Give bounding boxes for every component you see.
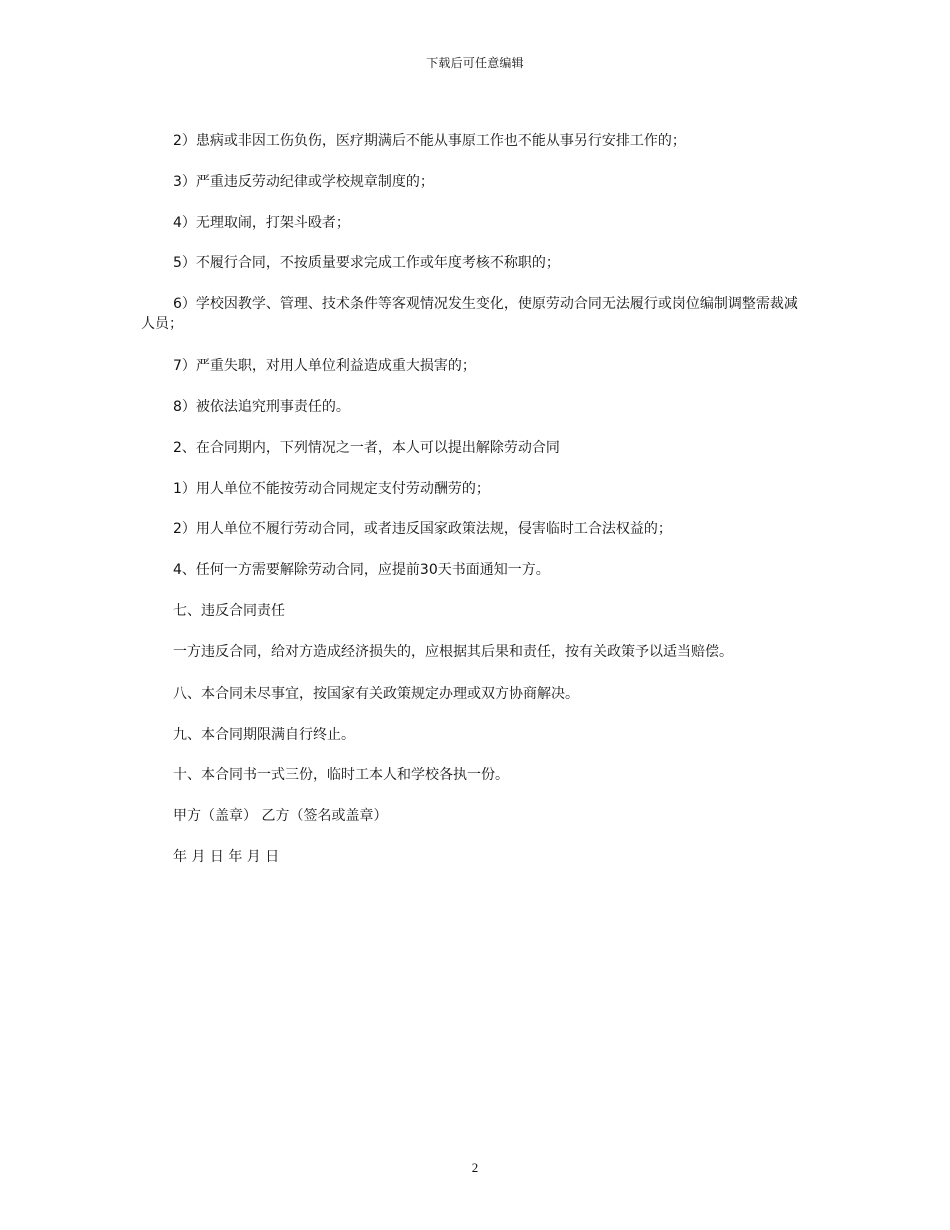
clause-item: 一方违反合同，给对方造成经济损失的，应根据其后果和责任，按有关政策予以适当赔偿。: [173, 643, 733, 660]
clause-item: 3）严重违反劳动纪律或学校规章制度的；: [173, 173, 434, 190]
clause-heading: 2、在合同期内，下列情况之一者，本人可以提出解除劳动合同: [173, 439, 560, 456]
clause-item: 5）不履行合同，不按质量要求完成工作或年度考核不称职的；: [173, 255, 560, 272]
section-heading: 九、本合同期限满自行终止。: [173, 726, 355, 743]
clause-item: 1）用人单位不能按劳动合同规定支付劳动酬劳的；: [173, 480, 490, 497]
clause-item: 7）严重失职，对用人单位利益造成重大损害的；: [173, 358, 476, 375]
page-number: 2: [471, 1160, 479, 1175]
document-body: [141, 131, 809, 888]
page-header: 下载后可任意编辑: [426, 56, 524, 70]
clause-item: 2）用人单位不履行劳动合同，或者违反国家政策法规，侵害临时工合法权益的；: [173, 521, 672, 538]
signature-line: 甲方（盖章） 乙方（签名或盖章）: [173, 808, 388, 825]
date-line: 年 月 日 年 月 日: [173, 848, 280, 865]
section-heading: 七、违反合同责任: [173, 602, 285, 619]
clause-item: 6）学校因教学、管理、技术条件等客观情况发生变化，使原劳动合同无法履行或岗位编制调整需裁减人员；: [141, 296, 798, 333]
section-heading: 十、本合同书一式三份，临时工本人和学校各执一份。: [173, 767, 509, 784]
clause-item: 2）患病或非因工伤负伤，医疗期满后不能从事原工作也不能从事另行安排工作的；: [173, 133, 686, 149]
clause-item: 4、任何一方需要解除劳动合同，应提前30天书面通知一方。: [173, 562, 550, 579]
clause-item: 8）被依法追究刑事责任的。: [173, 398, 350, 415]
section-heading: 八、本合同未尽事宜，按国家有关政策规定办理或双方协商解决。: [173, 685, 579, 702]
clause-item: 4）无理取闹，打架斗殴者；: [173, 214, 350, 231]
